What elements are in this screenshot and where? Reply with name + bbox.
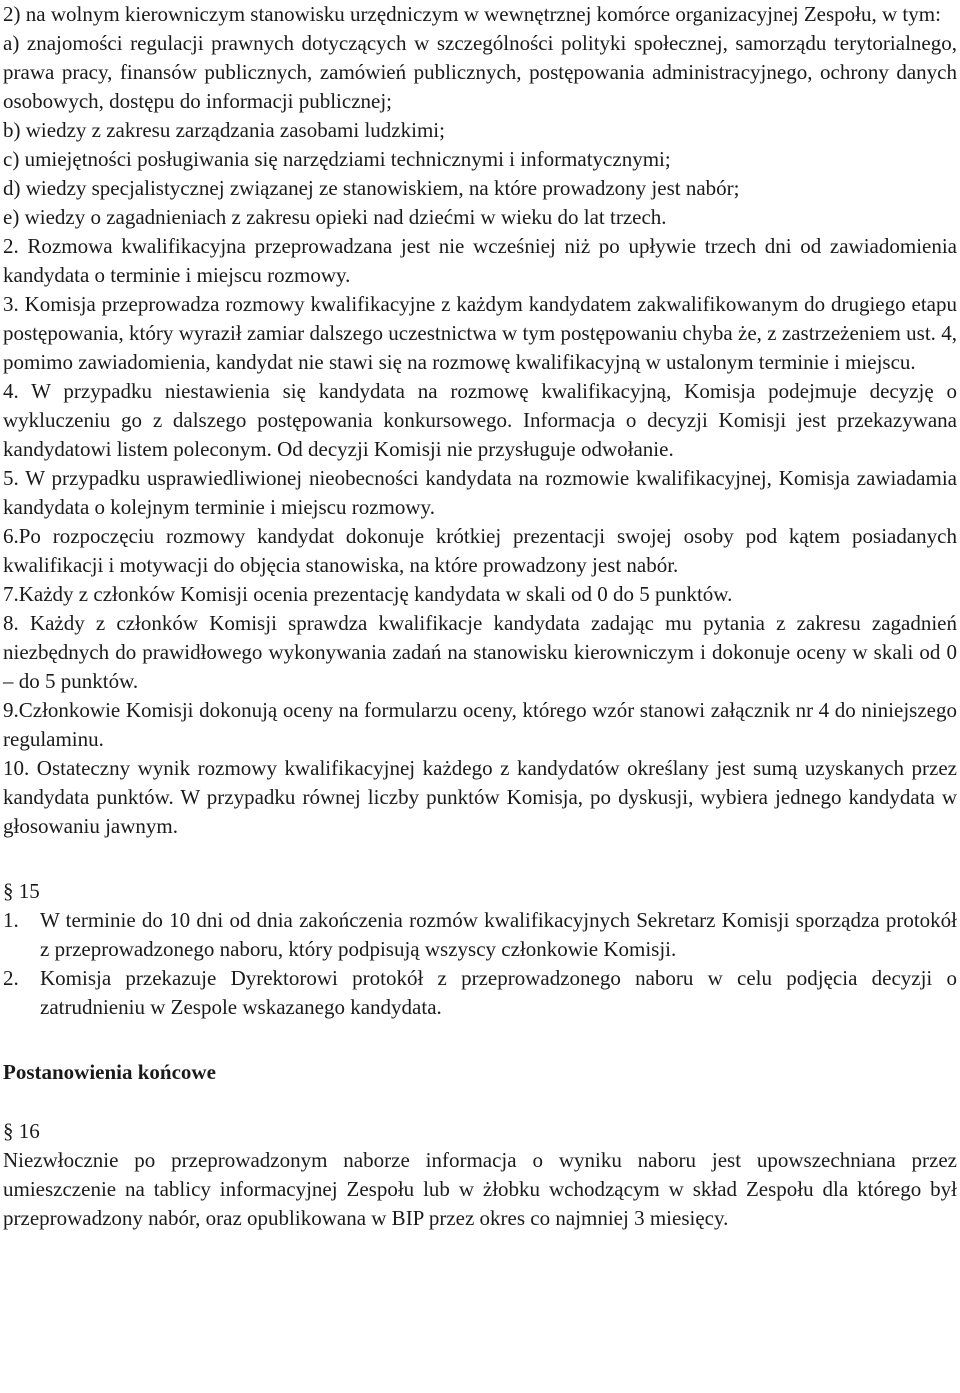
list-item-text: W terminie do 10 dni od dnia zakończenia rozmów kwalifikacyjnych Sekretarz Komisji sporządza protokół z przeprowadzonego naboru, który podpisują wszyscy członkowie Komisji. — [40, 908, 957, 961]
intro-item-2: 2) na wolnym kierowniczym stanowisku urzędniczym w wewnętrznej komórce organizacyjnej Zespołu, w tym: — [3, 2, 941, 26]
spacer — [3, 1022, 957, 1058]
point-5: 5. W przypadku usprawiedliwionej nieobecności kandydata na rozmowie kwalifikacyjnej, Komisja zawiadamia kandydata o kolejnym terminie i miejscu rozmowy. — [3, 466, 957, 519]
point-2: 2. Rozmowa kwalifikacyjna przeprowadzana jest nie wcześniej niż po upływie trzech dni od zawiadomienia kandydata o terminie i miejscu rozmowy. — [3, 234, 957, 287]
point-3: 3. Komisja przeprowadza rozmowy kwalifikacyjne z każdym kandydatem zakwalifikowanym do drugiego etapu postępowania, który wyraził zamiar dalszego uczestnictwa w tym postępowaniu chyba że, z zastrzeżeniem ust. 4, pomimo zawiadomienia, kandydat nie stawi się na rozmowę kwalifikacyjną w ustalonym terminie i miejscu. — [3, 292, 957, 374]
spacer — [3, 841, 957, 877]
list-item — [3, 964, 957, 1022]
section-15-mark: § 15 — [3, 879, 40, 903]
final-provisions-heading: Postanowienia końcowe — [3, 1060, 216, 1084]
section-15-list — [3, 906, 957, 1022]
intro-item-b: b) wiedzy z zakresu zarządzania zasobami ludzkimi; — [3, 118, 445, 142]
point-6: 6.Po rozpoczęciu rozmowy kandydat dokonuje krótkiej prezentacji swojej osoby pod kątem posiadanych kwalifikacji i motywacji do objęcia stanowiska, na które prowadzony jest nabór. — [3, 524, 957, 577]
list-item-number: 2. — [3, 966, 19, 990]
section-16-text: Niezwłocznie po przeprowadzonym naborze informacja o wyniku naboru jest upowszechniana przez umieszczenie na tablicy informacyjnej Zespołu lub w żłobku wchodzącym w skład Zespołu dla którego był przeprowadzony nabór, oraz opublikowana w BIP przez okres co najmniej 3 miesięcy. — [3, 1148, 957, 1230]
intro-item-a: a) znajomości regulacji prawnych dotyczących w szczególności polityki społecznej, samorządu terytorialnego, prawa pracy, finansów publicznych, zamówień publicznych, postępowania administracyjnego, ochrony danych osobowych, dostępu do informacji publicznej; — [3, 31, 957, 113]
intro-item-c: c) umiejętności posługiwania się narzędziami technicznymi i informatycznymi; — [3, 147, 671, 171]
point-7: 7.Każdy z członków Komisji ocenia prezentację kandydata w skali od 0 do 5 punktów. — [3, 582, 733, 606]
point-8: 8. Każdy z członków Komisji sprawdza kwalifikacje kandydata zadając mu pytania z zakresu zagadnień niezbędnych do prawidłowego wykonywania zadań na stanowisku kierowniczym i dokonuje oceny w skali od 0 – do 5 punktów. — [3, 611, 957, 693]
spacer — [3, 1087, 957, 1117]
point-4: 4. W przypadku niestawienia się kandydata na rozmowę kwalifikacyjną, Komisja podejmuje decyzję o wykluczeniu go z dalszego postępowania konkursowego. Informacja o decyzji Komisji jest przekazywana kandydatowi listem poleconym. Od decyzji Komisji nie przysługuje odwołanie. — [3, 379, 957, 461]
intro-item-e: e) wiedzy o zagadnieniach z zakresu opieki nad dziećmi w wieku do lat trzech. — [3, 205, 667, 229]
point-10: 10. Ostateczny wynik rozmowy kwalifikacyjnej każdego z kandydatów określany jest sumą uzyskanych przez kandydata punktów. W przypadku równej liczby punktów Komisja, po dyskusji, wybiera jednego kandydata w głosowaniu jawnym. — [3, 756, 957, 838]
section-16-mark: § 16 — [3, 1119, 40, 1143]
list-item-text: Komisja przekazuje Dyrektorowi protokół z przeprowadzonego naboru w celu podjęcia decyzji o zatrudnieniu w Zespole wskazanego kandydata. — [40, 966, 957, 1019]
point-9: 9.Członkowie Komisji dokonują oceny na formularzu oceny, którego wzór stanowi załącznik nr 4 do niniejszego regulaminu. — [3, 698, 957, 751]
list-item-number: 1. — [3, 908, 19, 932]
intro-item-d: d) wiedzy specjalistycznej związanej ze stanowiskiem, na które prowadzony jest nabór; — [3, 176, 740, 200]
list-item — [3, 906, 957, 964]
